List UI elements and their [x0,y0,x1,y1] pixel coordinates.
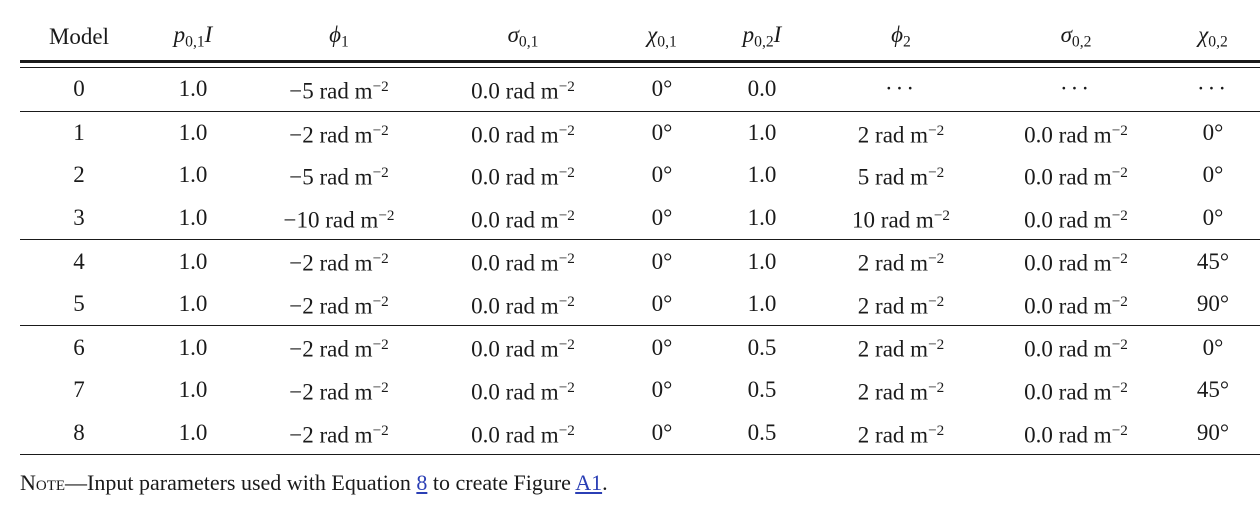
cell-sigma2-exp: −2 [1111,250,1128,268]
cell-sigma2 [986,326,1166,369]
cell-p01: 1.0 [178,119,208,145]
cell-phi2-text: 2 rad m [857,122,929,148]
cell-phi2 [816,112,986,155]
table-row [20,68,1260,111]
cell-sigma1-text: 0.0 rad m [471,379,559,405]
cell-model: 1 [73,119,85,145]
cell-model: 0 [73,76,85,102]
cell-chi2: 90° [1196,419,1230,445]
table-body [20,68,1260,456]
cell-phi1-text: −5 rad m [289,78,373,104]
cell-phi2 [816,197,986,240]
cell-phi2 [816,369,986,412]
cell-sigma2-text: 0.0 rad m [1024,379,1112,405]
header-sigma2: $\sigma_{0,2}$ [1060,22,1092,51]
cell-p01: 1.0 [178,334,208,360]
cell-chi2: 0° [1202,119,1224,145]
cell-phi2-text: 10 rad m [852,207,934,233]
header-sigma1: $\sigma_{0,1}$ [507,22,539,51]
cell-phi1 [248,197,430,240]
cell-sigma1-text: 0.0 rad m [471,207,559,233]
table-row [20,369,1260,412]
cell-sigma1 [430,197,616,240]
note-text-b: to create Figure [427,470,576,496]
cell-phi2-exp: −2 [928,250,945,268]
cell-sigma2-exp: −2 [1111,121,1128,139]
cell-phi1-text: −2 rad m [289,337,373,363]
cell-p02: 1.0 [747,248,777,274]
cell-sigma1-exp: −2 [558,336,575,354]
cell-phi1-exp: −2 [378,206,395,224]
table-row [20,154,1260,197]
cell-p02: 0.5 [747,377,777,403]
cell-phi1 [248,326,430,369]
cell-model: 6 [73,334,85,360]
cell-p01: 1.0 [178,205,208,231]
cell-phi1 [248,68,430,111]
cell-sigma2 [986,197,1166,240]
cell-chi1: 0° [651,119,673,145]
cell-sigma1-exp: −2 [558,78,575,95]
cell-p02: 0.5 [747,334,777,360]
cell-chi2: 0° [1202,205,1224,231]
cell-phi1-exp: −2 [372,121,389,139]
cell-sigma1-exp: −2 [558,250,575,268]
table-row [20,412,1260,455]
table-row [20,240,1260,283]
cell-sigma2-text: 0.0 rad m [1024,422,1112,448]
cell-sigma1 [430,240,616,283]
cell-model: 3 [73,205,85,231]
cell-phi2-text: 2 rad m [857,250,929,276]
cell-phi2-exp: −2 [928,292,945,310]
cell-phi1-text: −2 rad m [289,293,373,319]
cell-sigma2-exp: −2 [1111,206,1128,224]
cell-p01: 1.0 [178,419,208,445]
cell-chi2: 45° [1196,248,1230,274]
table-container [0,14,1230,498]
cell-phi1-exp: −2 [372,421,389,439]
cell-phi1 [248,240,430,283]
cell-sigma1-exp: −2 [558,379,575,397]
cell-model: 7 [73,377,85,403]
cell-phi2-text: 5 rad m [857,164,929,190]
cell-phi1-text: −2 rad m [289,122,373,148]
header-model: Model [48,24,110,49]
cell-sigma1-text: 0.0 rad m [471,337,559,363]
cell-sigma2-text: 0.0 rad m [1024,122,1112,148]
header-chi1: $\chi_{0,1}$ [647,22,677,51]
cell-p02: 1.0 [747,119,777,145]
cell-phi2 [816,154,986,197]
cell-phi1-exp: −2 [372,292,389,310]
cell-sigma1 [430,412,616,455]
cell-sigma1 [430,369,616,412]
parameters-table [20,14,1260,455]
table-row [20,326,1260,369]
figure-reference-link[interactable]: A1 [575,470,603,496]
equation-reference-link[interactable]: 8 [416,470,428,496]
cell-sigma2 [986,369,1166,412]
cell-phi2-text: 2 rad m [857,293,929,319]
cell-chi1: 0° [651,162,673,188]
cell-sigma1-exp: −2 [558,121,575,139]
cell-sigma1-exp: −2 [558,421,575,439]
cell-sigma1 [430,68,616,111]
cell-chi1: 0° [651,419,673,445]
cell-p01: 1.0 [178,377,208,403]
cell-sigma1-text: 0.0 rad m [471,78,559,104]
cell-sigma2 [986,412,1166,455]
cell-chi2: 90° [1196,291,1230,317]
note-text-c: . [602,470,608,496]
cell-phi1-exp: −2 [372,250,389,268]
note-text-a: Input parameters used with Equation [87,470,417,496]
cell-sigma2 [986,283,1166,326]
cell-sigma2-exp: −2 [1111,164,1128,182]
cell-chi1: 0° [651,248,673,274]
cell-phi2-exp: −2 [928,421,945,439]
cell-p01: 1.0 [178,162,208,188]
cell-phi2 [816,412,986,455]
cell-phi2: ··· [885,76,917,102]
cell-p02: 0.5 [747,419,777,445]
cell-p01: 1.0 [178,76,208,102]
cell-p02: 0.0 [747,76,777,102]
table-row [20,112,1260,155]
cell-chi1: 0° [651,205,673,231]
cell-phi1-text: −2 rad m [289,422,373,448]
cell-chi2: 0° [1202,334,1224,360]
cell-sigma2-exp: −2 [1111,292,1128,310]
cell-sigma1 [430,154,616,197]
cell-phi1 [248,412,430,455]
cell-chi1: 0° [651,334,673,360]
table-header-row [20,14,1260,61]
cell-phi2-text: 2 rad m [857,422,929,448]
cell-phi1 [248,154,430,197]
cell-sigma1-text: 0.0 rad m [471,164,559,190]
cell-phi1-exp: −2 [372,336,389,354]
cell-phi2-exp: −2 [928,164,945,182]
cell-phi1-text: −5 rad m [289,164,373,190]
cell-phi2-exp: −2 [933,206,950,224]
cell-phi1-text: −2 rad m [289,250,373,276]
rule-bottom [20,455,1260,456]
header-p02: $p_{0,2}I$ [742,22,782,51]
header-phi2: $\phi_2$ [891,22,911,51]
cell-model: 8 [73,419,85,445]
cell-phi2 [816,326,986,369]
note-dash: — [65,470,88,496]
cell-phi1 [248,283,430,326]
cell-sigma2: ··· [1060,76,1092,102]
cell-model: 4 [73,248,85,274]
cell-chi2: 45° [1196,377,1230,403]
cell-sigma1-exp: −2 [558,292,575,310]
cell-phi2 [816,283,986,326]
cell-model: 2 [73,162,85,188]
table-note [20,469,1185,498]
cell-phi2-text: 2 rad m [857,379,929,405]
cell-sigma1-exp: −2 [558,206,575,224]
cell-phi1-exp: −2 [372,379,389,397]
note-label: Note [20,470,66,496]
cell-sigma1-text: 0.0 rad m [471,122,559,148]
cell-sigma2 [986,154,1166,197]
table-row [20,283,1260,326]
cell-p02: 1.0 [747,205,777,231]
cell-sigma2-exp: −2 [1111,379,1128,397]
cell-sigma2-text: 0.0 rad m [1024,207,1112,233]
cell-sigma1-text: 0.0 rad m [471,422,559,448]
cell-phi1 [248,369,430,412]
cell-phi1-text: −10 rad m [283,207,379,233]
cell-sigma2-exp: −2 [1111,421,1128,439]
cell-sigma2-text: 0.0 rad m [1024,337,1112,363]
cell-chi1: 0° [651,76,673,102]
cell-sigma2-text: 0.0 rad m [1024,293,1112,319]
header-p01: $p_{0,1}I$ [173,22,213,51]
cell-sigma2 [986,112,1166,155]
cell-model: 5 [73,291,85,317]
cell-sigma1 [430,112,616,155]
cell-sigma2-text: 0.0 rad m [1024,250,1112,276]
header-chi2: $\chi_{0,2}$ [1198,22,1228,51]
cell-phi2-exp: −2 [928,379,945,397]
cell-sigma2-exp: −2 [1111,336,1128,354]
cell-sigma2 [986,240,1166,283]
cell-phi1-text: −2 rad m [289,379,373,405]
cell-phi1-exp: −2 [372,164,389,182]
cell-chi2: ··· [1197,76,1229,102]
cell-phi1-exp: −2 [372,78,389,95]
cell-sigma1-text: 0.0 rad m [471,250,559,276]
cell-p02: 1.0 [747,162,777,188]
cell-p01: 1.0 [178,248,208,274]
cell-phi1 [248,112,430,155]
cell-sigma1-text: 0.0 rad m [471,293,559,319]
cell-phi2-exp: −2 [928,121,945,139]
header-phi1: $\phi_1$ [329,22,349,51]
cell-chi1: 0° [651,377,673,403]
cell-phi2 [816,240,986,283]
cell-chi1: 0° [651,291,673,317]
cell-chi2: 0° [1202,162,1224,188]
cell-sigma1 [430,326,616,369]
cell-p02: 1.0 [747,291,777,317]
cell-phi2-text: 2 rad m [857,337,929,363]
cell-phi2-exp: −2 [928,336,945,354]
cell-p01: 1.0 [178,291,208,317]
cell-sigma1 [430,283,616,326]
table-row [20,197,1260,240]
cell-sigma2-text: 0.0 rad m [1024,164,1112,190]
cell-sigma1-exp: −2 [558,164,575,182]
